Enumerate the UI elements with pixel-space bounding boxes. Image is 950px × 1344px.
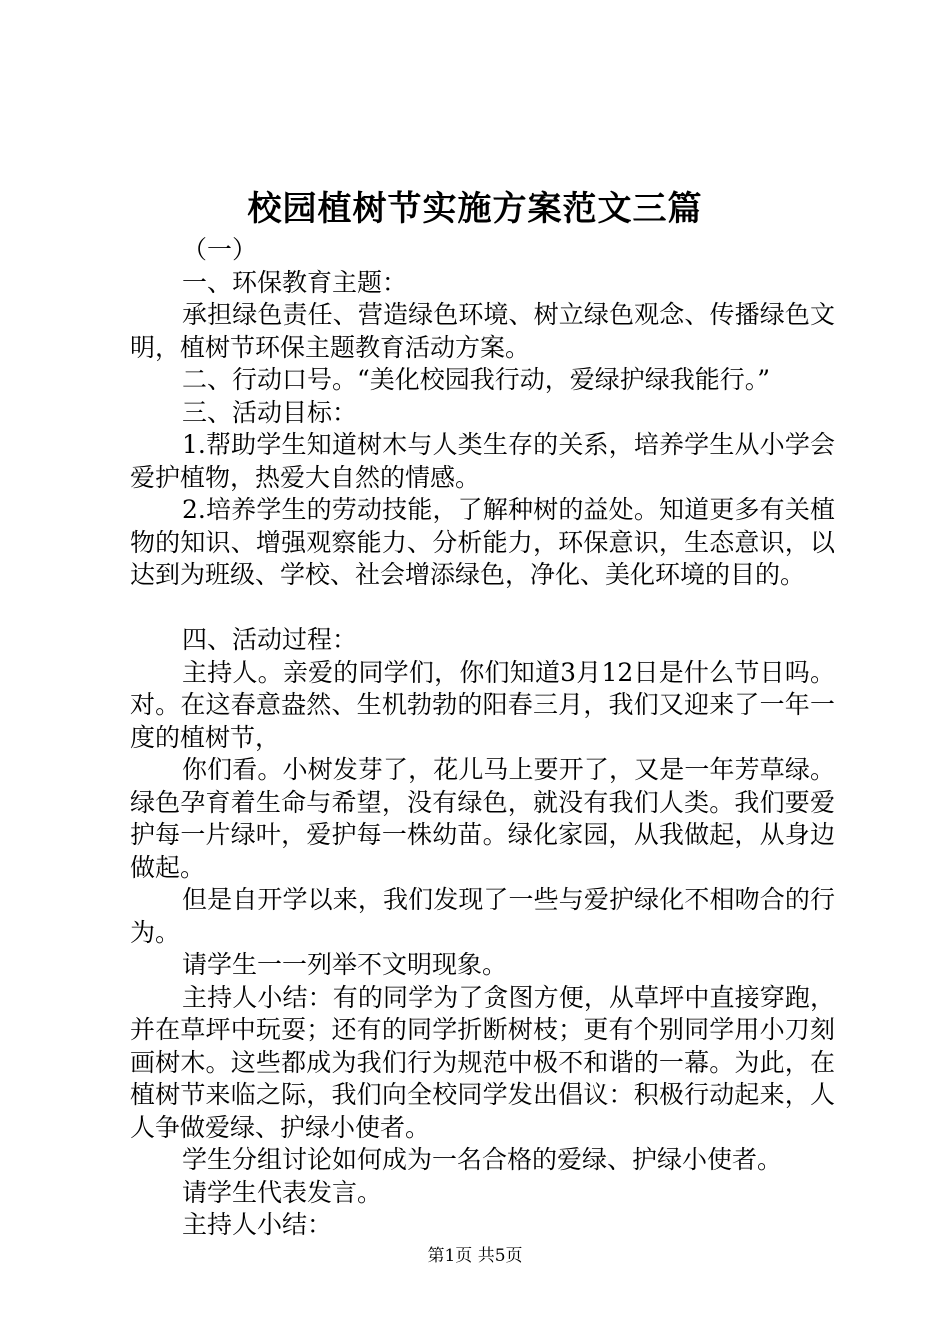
paragraph-theme-text: 承担绿色责任、营造绿色环境、树立绿色观念、传播绿色文明，植树节环保主题教育活动方案。: [130, 300, 835, 362]
paragraph-look: 你们看。小树发芽了，花儿马上要开了，又是一年芳草绿。绿色孕育着生命与希望，没有绿色，就没有我们人类。我们要爱护每一片绿叶，爱护每一株幼苗。绿化家园，从我做起，从身边做起。: [130, 755, 835, 882]
paragraph-goal-1: 1.帮助学生知道树木与人类生存的关系，培养学生从小学会爱护植物，热爱大自然的情感。: [130, 430, 835, 492]
document-body: [130, 234, 835, 1242]
paragraph-host-intro: 主持人。亲爱的同学们，你们知道3月12日是什么节日吗。对。在这春意盎然、生机勃勃的阳春三月，我们又迎来了一年一度的植树节，: [130, 657, 835, 752]
paragraph-section-label: （一）: [182, 235, 258, 264]
paragraph-host-summary-2: 主持人小结：: [182, 1210, 333, 1239]
paragraph-goal-2: 2.培养学生的劳动技能，了解种树的益处。知道更多有关植物的知识、增强观察能力、分析能力，环保意识，生态意识，以达到为班级、学校、社会增添绿色，净化、美化环境的目的。: [130, 495, 835, 589]
page-footer: 第1页 共5页: [427, 1246, 523, 1266]
paragraph-behavior: 但是自开学以来，我们发现了一些与爱护绿化不相吻合的行为。: [130, 885, 835, 947]
paragraph-slogan: 二、行动口号。“美化校园我行动，爱绿护绿我能行。”: [182, 365, 771, 394]
document-title: 校园植树节实施方案范文三篇: [247, 189, 703, 229]
paragraph-heading-process: 四、活动过程：: [182, 625, 358, 654]
paragraph-list-uncivil: 请学生一一列举不文明现象。: [182, 950, 508, 979]
paragraph-heading-theme: 一、环保教育主题：: [182, 267, 408, 297]
paragraph-student-speech: 请学生代表发言。: [182, 1177, 383, 1207]
paragraph-spacer: [130, 592, 835, 625]
paragraph-heading-goals: 三、活动目标：: [182, 397, 358, 427]
paragraph-group-discussion: 学生分组讨论如何成为一名合格的爱绿、护绿小使者。: [182, 1145, 783, 1174]
paragraph-host-summary: 主持人小结：有的同学为了贪图方便，从草坪中直接穿跑，并在草坪中玩耍；还有的同学折断树枝；更有个别同学用小刀刻画树木。这些都成为我们行为规范中极不和谐的一幕。为此，在植树节来临之际，我们向全校同学发出倡议：积极行动起来，人人争做爱绿、护绿小使者。: [130, 982, 835, 1142]
